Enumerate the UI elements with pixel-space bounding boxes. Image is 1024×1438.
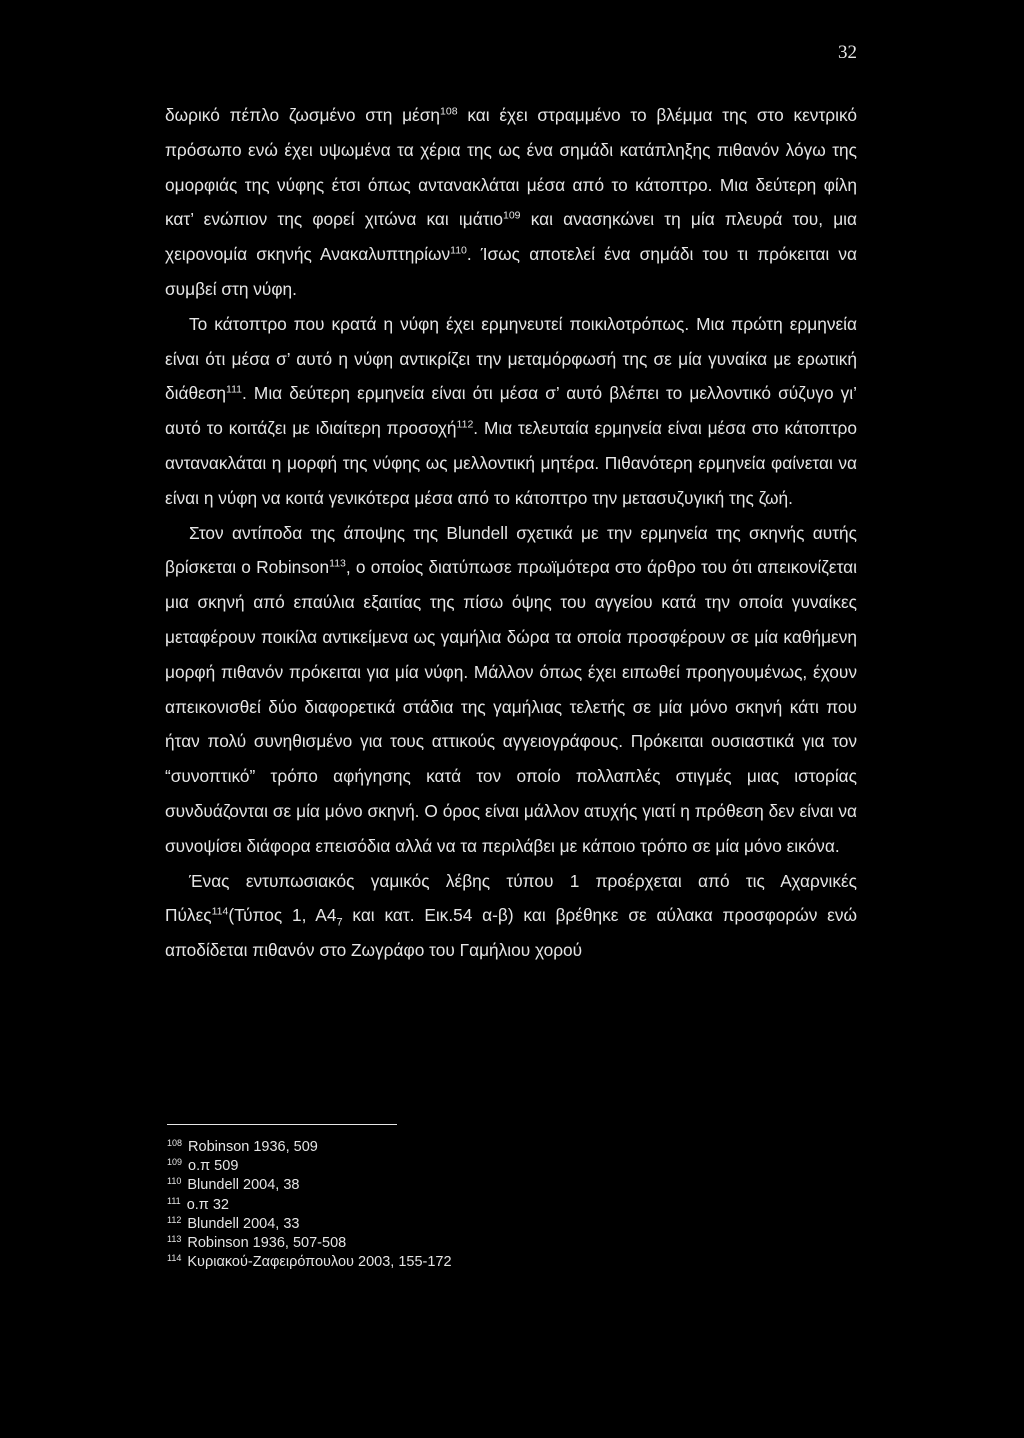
footnote-ref: 111 [226, 383, 243, 396]
footnote-separator [167, 1124, 397, 1125]
page-number: 32 [838, 42, 857, 63]
footnote-text: ο.π 509 [184, 1158, 239, 1175]
footnote-text: Κυριακού-Ζαφειρόπουλου 2003, 155-172 [183, 1254, 452, 1271]
footnote-number: 111 [167, 1195, 181, 1206]
footnote-text: Blundell 2004, 33 [183, 1215, 300, 1232]
footnote-number: 112 [167, 1214, 182, 1225]
footnotes [167, 1138, 767, 1272]
footnote-text: ο.π 32 [182, 1196, 229, 1213]
paragraph-text: και ανασηκώνει τη μία πλευρά του, μια χειρονομία σκηνής Ανακαλυπτηρίων [165, 209, 857, 265]
paragraph-text: . Μια δεύτερη ερμηνεία είναι ότι μέσα σ’ αυτό βλέπει το μελλοντικό σύζυγο γι’ αυτό το κοιτάζει με ιδιαίτερη προσοχή [165, 383, 857, 439]
paragraph-text: Το κάτοπτρο που κρατά η νύφη έχει ερμηνευτεί ποικιλοτρόπως. Μια πρώτη ερμηνεία είναι ότι μέσα σ’ αυτό η νύφη αντικρίζει την μεταμόρφωσή της σε μία γυναίκα με ερωτική διάθεση [165, 313, 857, 404]
paragraph-text: (Τύπος 1, Α4 [228, 905, 337, 926]
paragraph [165, 516, 857, 864]
paragraph-text: και κατ. Εικ.54 α-β) και βρέθηκε σε αύλακα προσφορών ενώ αποδίδεται πιθανόν στο Ζωγράφο του Γαμήλιου χορού [165, 905, 857, 961]
footnote [167, 1196, 767, 1215]
footnote-ref: 110 [450, 244, 467, 257]
paragraph-text: . Ίσως αποτελεί ένα σημάδι του τι πρόκειται να συμβεί στη νύφη. [165, 244, 858, 299]
subscript: 7 [336, 916, 343, 929]
paragraph-text: και έχει στραμμένο το βλέμμα της στο κεντρικό πρόσωπο ενώ έχει υψωμένα τα χέρια της ως ένα σημάδι κατάπληξης πιθανόν λόγω της ομορφιάς της νύφης έτσι όπως αντανακλάται μέσα από το κάτοπτρο. Μια δεύτερη φίλη κατ’ ενώπιον της φορεί χιτώνα και ιμάτιο [165, 105, 857, 230]
footnote-ref: 109 [502, 209, 521, 222]
footnote [167, 1176, 767, 1195]
footnote-ref: 108 [440, 105, 458, 118]
paragraph-text: δωρικό πέπλο ζωσμένο στη μέση [165, 105, 441, 125]
footnote [167, 1157, 767, 1176]
footnote-text: Robinson 1936, 507-508 [183, 1235, 347, 1252]
paragraph-text: . Μια τελευταία ερμηνεία είναι μέσα στο κάτοπτρο αντανακλάται η μορφή της νύφης ως μελλοντική μητέρα. Πιθανότερη ερμηνεία φαίνεται να είναι η νύφη να κοιτά γενικότερα μέσα από το κάτοπτρο την μετασυζυγική της ζωή. [165, 418, 857, 508]
paragraph-text: , ο οποίος διατύπωσε πρωϊμότερα στο άρθρο του ότι απεικονίζεται μια σκηνή από επαύλια εξαιτίας της πίσω όψης του αγγείου κατά την οποία γυναίκες μεταφέρουν ποικίλα αντικείμενα ως γαμήλια δώρα τα οποία προσφέρουν σε μία καθήμενη μορφή πιθανόν πρόκειται για μία νύφη. Μάλλον όπως έχει ειπωθεί προηγουμένως, έχουν απεικονισθεί δύο διαφορετικά στάδια της γαμήλιας τελετής σε μία μόνο σκηνή κάτι που ήταν πολύ συνηθισμένο για τους αττικούς αγγειογράφους. Πρόκειται ουσιαστικά για τον “συνοπτικό” τρόπο αφήγησης κατά τον οποίο πολλαπλές στιγμές μιας ιστορίας συνδυάζονται σε μία μόνο σκηνή. Ο όρος είναι μάλλον ατυχής γιατί η πρόθεση δεν είναι να συνοψίσει διάφορα επεισόδια αλλά να τα περιλάβει με κάποιο τρόπο σε μία μόνο εικόνα. [165, 557, 857, 856]
footnote-ref: 112 [456, 418, 474, 431]
footnote [167, 1234, 767, 1253]
paragraph-text: Ένας εντυπωσιακός γαμικός λέβης τύπου 1 προέρχεται από τις Αχαρνικές Πύλες [165, 870, 857, 926]
paragraph [165, 864, 857, 968]
footnote [167, 1138, 767, 1157]
footnote-text: Robinson 1936, 509 [184, 1139, 318, 1155]
footnote-text: Blundell 2004, 38 [183, 1177, 300, 1194]
footnote-number: 114 [167, 1253, 182, 1264]
footnote-ref: 114 [211, 905, 229, 918]
footnote-ref: 113 [329, 557, 346, 570]
body-text [165, 98, 857, 968]
footnote-number: 109 [167, 1157, 183, 1168]
footnote-number: 108 [167, 1138, 183, 1149]
footnote-number: 113 [167, 1234, 182, 1245]
paragraph [165, 98, 857, 307]
footnote-number: 110 [167, 1176, 182, 1187]
paragraph-text: Στον αντίποδα της άποψης της Blundell σχετικά με την ερμηνεία της σκηνής αυτής βρίσκεται ο Robinson [165, 522, 857, 578]
paragraph [165, 307, 857, 516]
footnote [167, 1215, 767, 1234]
footnote [167, 1253, 767, 1272]
